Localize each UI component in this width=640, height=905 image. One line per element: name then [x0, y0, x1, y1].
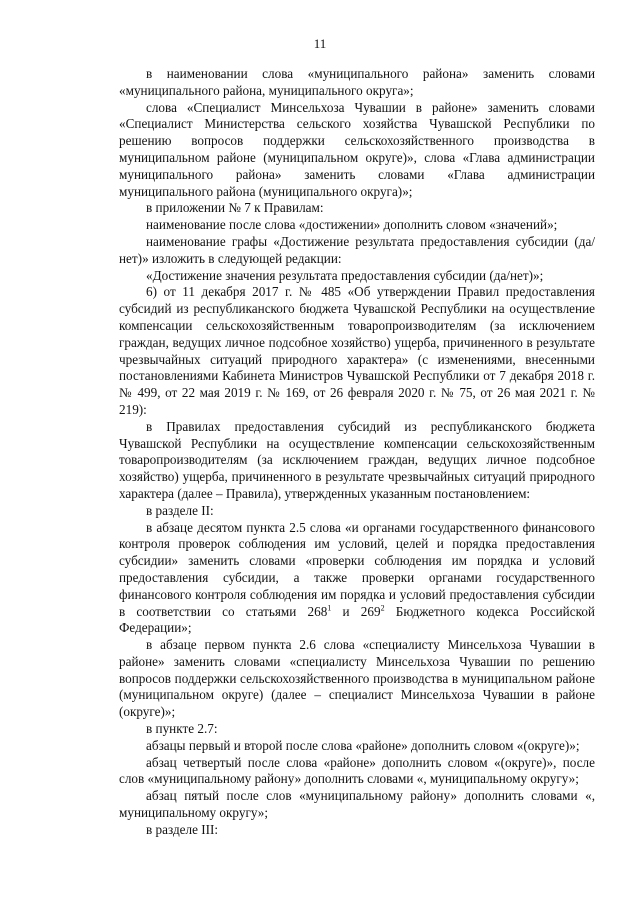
paragraph: 6) от 11 декабря 2017 г. № 485 «Об утверждении Правил предоставления субсидий из республиканского бюджета Чувашской Республики на осуществление компенсации сельскохозяйственным товаропроизводителям (за исключением граждан, ведущих личное подсобное хозяйство) ущерба, причиненного в результате чрезвычайных ситуаций природного характера» (с изменениями, внесенными постановлениями Кабинета Министров Чувашской Республики от 7 декабря 2018 г. № 499, от 22 мая 2019 г. № 169, от 26 февраля 2020 г. № 75, от 26 мая 2021 г. № 219): [119, 284, 595, 417]
paragraph: слова «Специалист Минсельхоза Чувашии в районе» заменить словами «Специалист Министерства сельского хозяйства Чувашской Республики по решению вопросов поддержки сельскохозяйственного производства в муниципальном районе (муниципальном округе)», слова «Глава администрации муниципального района» заменить словами «Глава администрации муниципального района (муниципального округа)»; [119, 99, 595, 199]
paragraph-clause-2-5 [119, 520, 595, 638]
document-body [119, 66, 595, 839]
paragraph-text: и 269 [331, 603, 381, 619]
paragraph: наименование графы «Достижение результата предоставления субсидии (да/нет)» изложить в следующей редакции: [119, 233, 595, 266]
paragraph: в абзаце первом пункта 2.6 слова «специалисту Минсельхоза Чувашии в районе» заменить словами «специалисту Минсельхоза Чувашии по решению вопросов поддержки сельскохозяйственного производства в муниципальном районе (муниципальном округе) (далее – специалист Минсельхоза Чувашии в районе (округе)»; [119, 637, 595, 720]
paragraph: абзац четвертый после слова «районе» дополнить словом «(округе)», после слов «муниципальному району» дополнить словами «, муниципальному округу»; [119, 754, 595, 787]
paragraph: в наименовании слова «муниципального района» заменить словами «муниципального района, муниципального округа»; [119, 66, 595, 98]
superscript: 2 [380, 603, 385, 613]
paragraph-text: Бюджетного кодекса Российской Федерации»; [119, 603, 595, 636]
paragraph: наименование после слова «достижении» дополнить словом «значений»; [146, 217, 558, 233]
paragraph: в разделе II: [146, 502, 214, 518]
paragraph: в разделе III: [146, 821, 219, 837]
paragraph: абзацы первый и второй после слова «районе» дополнить словом «(округе)»; [146, 737, 580, 753]
superscript: 1 [327, 603, 332, 613]
paragraph: в приложении № 7 к Правилам: [146, 200, 324, 216]
paragraph: «Достижение значения результата предоставления субсидии (да/нет)»; [146, 267, 544, 283]
paragraph: в пункте 2.7: [146, 721, 218, 737]
paragraph-text: в абзаце десятом пункта 2.5 слова «и органами государственного финансового контроля проверок соблюдения им условий, целей и порядка предоставления субсидии» заменить словами «проверки соблюдения им порядка и условий предоставления субсидии, а также проверки органами государственного финансового контроля соблюдения им порядка и условий предоставления субсидии в соответствии со статьями 268 [119, 519, 595, 619]
paragraph: абзац пятый после слов «муниципальному району» дополнить словами «, муниципальному округу»; [119, 788, 595, 821]
page-number: 11 [313, 36, 327, 51]
paragraph: в Правилах предоставления субсидий из республиканского бюджета Чувашской Республики на осуществление компенсации сельскохозяйственным товаропроизводителям (за исключением граждан, ведущих личное подсобное хозяйство) ущерба, причиненного в результате чрезвычайных ситуаций природного характера (далее – Правила), утвержденных указанным постановлением: [119, 418, 595, 501]
